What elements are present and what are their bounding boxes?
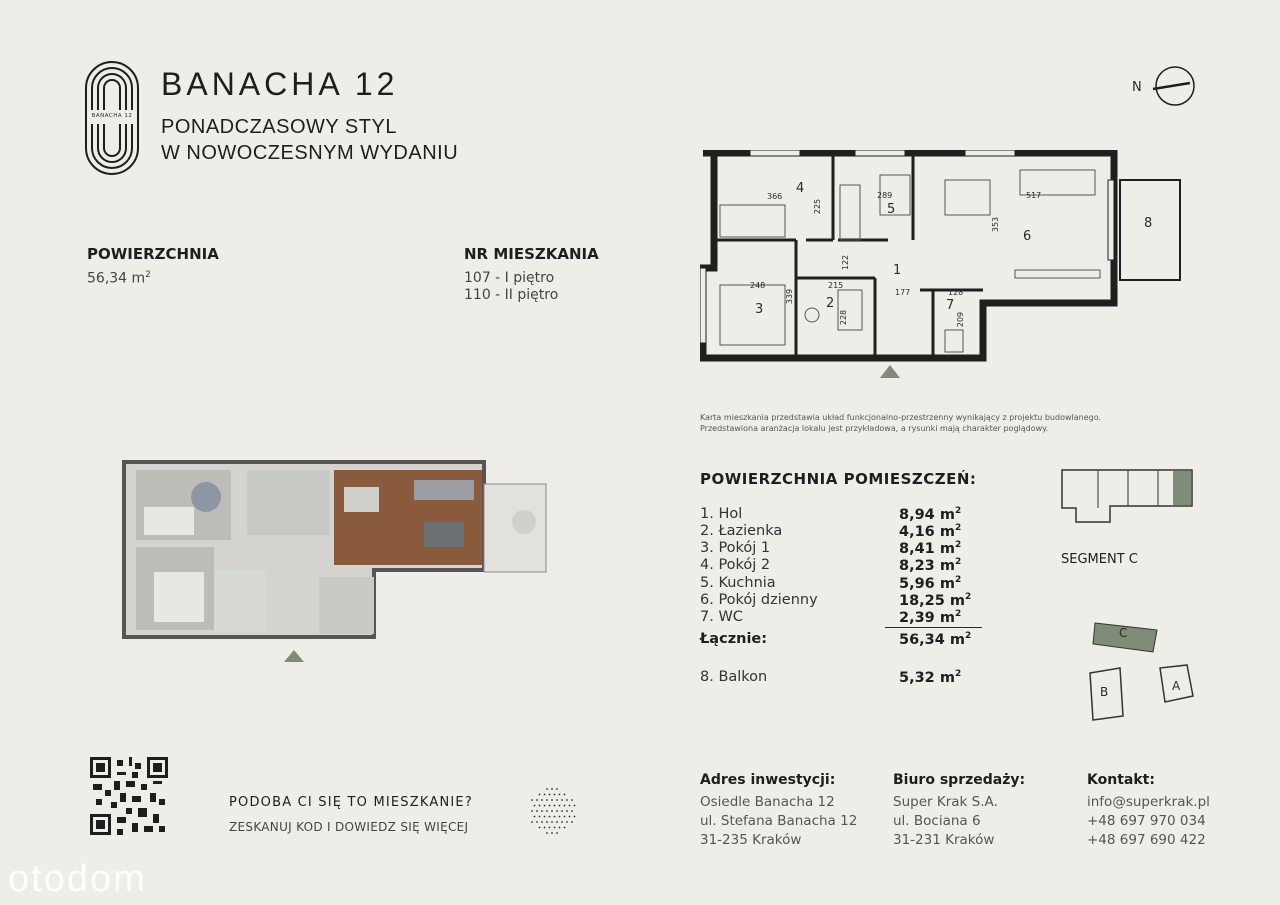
room-name: 3. Pokój 1 [700, 540, 771, 556]
compass-icon [1150, 64, 1196, 110]
plan-dim-128: 128 [948, 288, 964, 297]
room-row-total [700, 631, 990, 648]
segment-label: SEGMENT C [1061, 552, 1138, 567]
floor-plan [700, 150, 1190, 380]
total-area: 56,34 $m^2$ [899, 631, 972, 648]
plan-dim-122: 122 [841, 254, 851, 271]
room-row-pokoj1 [700, 540, 990, 557]
room-name: 1. Hol [700, 506, 743, 522]
contact-phone-link[interactable]: +48 697 690 422 [1087, 832, 1206, 848]
sales-line: Super Krak S.A. [893, 794, 998, 810]
room-row-pokoj-dzienny [700, 592, 990, 609]
plan-dim-339: 339 [785, 288, 795, 305]
address-line: Osiedle Banacha 12 [700, 794, 835, 810]
plan-room-2: 2 [826, 296, 835, 311]
sales-line: 31-231 Kraków [893, 832, 995, 848]
total-label: Łącznie: [700, 631, 768, 647]
segment-plan [1058, 468, 1194, 528]
plan-dim-289: 289 [877, 191, 893, 200]
site-label-c: C [1119, 626, 1128, 640]
site-label-a: A [1172, 679, 1181, 693]
plan-dim-215: 215 [828, 281, 844, 290]
contact-phone-link[interactable]: +48 697 970 034 [1087, 813, 1206, 829]
brand-subtitle-line2: W NOWOCZESNYM WYDANIU [161, 142, 459, 164]
plan-dim-248: 248 [750, 281, 766, 290]
room-name: 6. Pokój dzienny [700, 592, 818, 608]
plan-room-5: 5 [887, 202, 896, 217]
apartment-label: NR MIESZKANIA [464, 245, 599, 263]
cta-subtext: ZESKANUJ KOD I DOWIEDZ SIĘ WIĘCEJ [229, 820, 469, 834]
room-area: 5,96 $m^2$ [899, 575, 962, 592]
apartment-line2: 110 - II piętro [464, 287, 559, 303]
otodom-watermark: otodom [8, 858, 147, 900]
plan-dim-366: 366 [767, 192, 783, 201]
logo-small-text: BANACHA 12 [91, 113, 133, 119]
brand-subtitle-line1: PONADCZASOWY STYL [161, 116, 397, 138]
disclaimer-line1: Karta mieszkania przedstawia układ funkcjonalno-przestrzenny wynikający z projektu budowlanego. [700, 413, 1101, 422]
floor-plan-drawing [700, 150, 1190, 380]
address-line: ul. Stefana Banacha 12 [700, 813, 858, 829]
plan-room-1: 1 [893, 263, 902, 278]
room-name: 4. Pokój 2 [700, 557, 771, 573]
plan-room-7: 7 [946, 298, 955, 313]
compass-label: N [1132, 80, 1142, 95]
balcony-name: 8. Balkon [700, 669, 768, 685]
room-row-balcony [700, 669, 990, 686]
balcony-area: 5,32 $m^2$ [899, 669, 962, 686]
plan-dim-209: 209 [956, 311, 966, 328]
room-area: 4,16 $m^2$ [899, 523, 962, 540]
room-name: 2. Łazienka [700, 523, 783, 539]
contact-title: Kontakt: [1087, 772, 1155, 788]
rooms-table-title: POWIERZCHNIA POMIESZCZEŃ: [700, 470, 977, 488]
plan-dim-517: 517 [1026, 191, 1042, 200]
cta-heading: PODOBA CI SIĘ TO MIESZKANIE? [229, 795, 473, 810]
room-area: 8,41 $m^2$ [899, 540, 962, 557]
plan-room-3: 3 [755, 302, 764, 317]
plan-dim-228: 228 [839, 309, 849, 326]
area-label: POWIERZCHNIA [87, 245, 219, 263]
site-plan [1085, 618, 1200, 723]
plan-dim-177: 177 [895, 288, 911, 297]
sales-line: ul. Bociana 6 [893, 813, 981, 829]
plan-dim-225: 225 [813, 198, 823, 215]
room-name: 5. Kuchnia [700, 575, 776, 591]
room-row-pokoj2 [700, 557, 990, 574]
room-name: 7. WC [700, 609, 743, 625]
address-title: Adres inwestycji: [700, 772, 836, 788]
room-row-kuchnia [700, 575, 990, 592]
apartment-line1: 107 - I piętro [464, 270, 555, 286]
sales-title: Biuro sprzedaży: [893, 772, 1026, 788]
room-area: 18,25 $m^2$ [899, 592, 972, 609]
disclaimer-line2: Przedstawiona aranżacja lokalu jest przykładowa, a rysunki mają charakter poglądowy. [700, 424, 1049, 433]
room-row-lazienka [700, 523, 990, 540]
brand-title: BANACHA 12 [161, 66, 399, 102]
contact-lines [1087, 793, 1210, 850]
room-row-hol [700, 506, 990, 523]
area-value: 56,34 $m^2$ [87, 270, 151, 287]
room-area: 2,39 $m^2$ [899, 609, 962, 626]
compass [1132, 64, 1198, 110]
qr-code-icon [90, 757, 168, 835]
plan-room-4: 4 [796, 181, 805, 196]
segment-plan-icon [1058, 468, 1194, 528]
room-area: 8,94 $m^2$ [899, 506, 962, 523]
room-area: 8,23 $m^2$ [899, 557, 962, 574]
site-plan-icon [1085, 618, 1200, 723]
render-image [114, 452, 554, 662]
address-lines [700, 793, 857, 850]
room-row-wc [700, 609, 990, 626]
address-line: 31-235 Kraków [700, 832, 802, 848]
qr-code[interactable] [90, 757, 168, 835]
plan-room-6: 6 [1023, 229, 1032, 244]
brand-logo [84, 60, 140, 176]
contact-email-link[interactable]: info@superkrak.pl [1087, 794, 1210, 810]
plan-dim-353: 353 [991, 216, 1001, 233]
table-divider [885, 627, 982, 628]
site-label-b: B [1100, 685, 1109, 699]
sales-lines [893, 793, 998, 850]
dotted-ornament-icon [527, 784, 577, 838]
floor-plan-3d-render [114, 452, 554, 662]
plan-room-8: 8 [1144, 216, 1153, 231]
